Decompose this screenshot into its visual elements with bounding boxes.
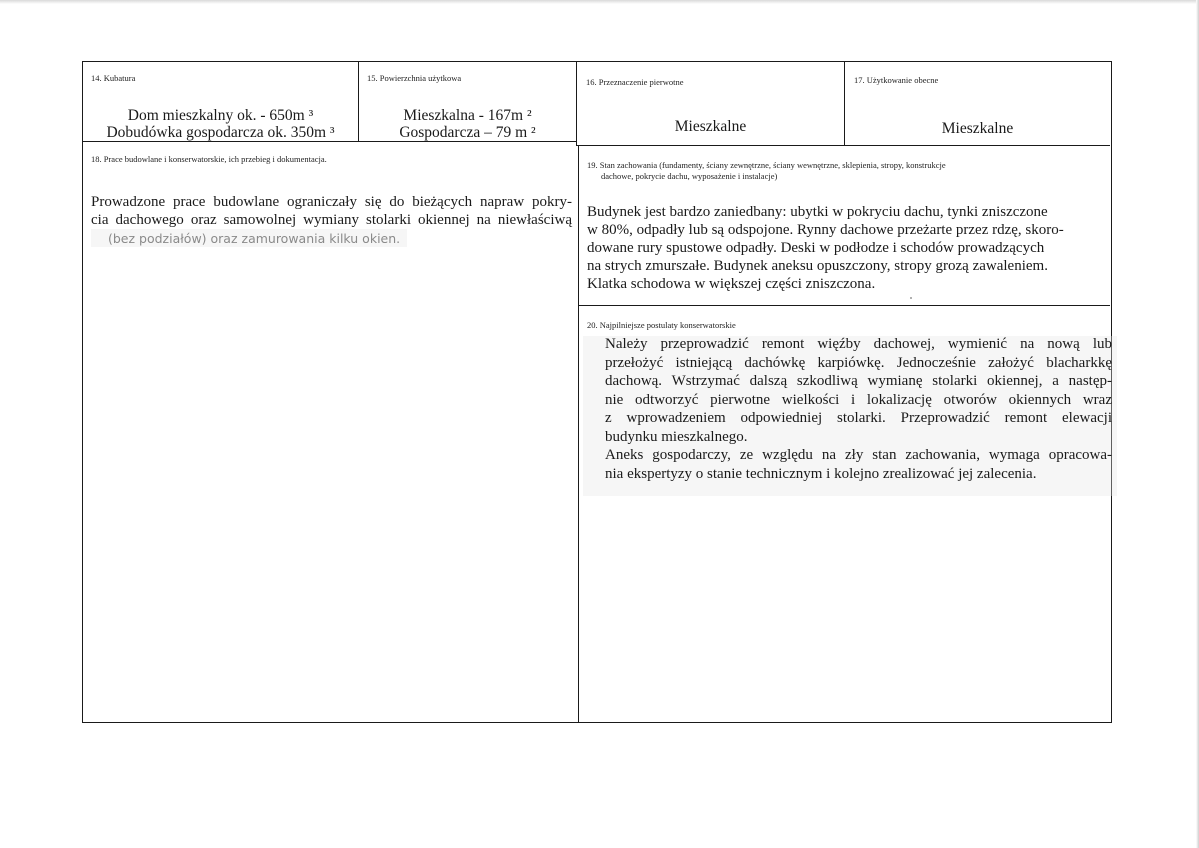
field-20-text bbox=[605, 335, 1112, 483]
field-19-label-line-1: 19. Stan zachowania (fundamenty, ściany zewnętrzne, ściany wewnętrzne, sklepienia, stropy, konstrukcje bbox=[587, 160, 946, 170]
field-16-przeznaczenie bbox=[576, 62, 844, 146]
field-20-line-2: przełożyć istniejącą dachówkę karpiówkę. Jednocześnie założyć blacharkkę bbox=[605, 354, 1112, 371]
field-20-line-8: nia ekspertyzy o stanie technicznym i kolejno zrealizować jej zalecenia. bbox=[605, 465, 1037, 482]
field-18-prace-budowlane bbox=[83, 142, 578, 722]
field-20-label: 20. Najpilniejsze postulaty konserwatorskie bbox=[587, 320, 736, 330]
field-19-stan-zachowania bbox=[578, 146, 1110, 305]
field-16-label: 16. Przeznaczenie pierwotne bbox=[586, 77, 684, 87]
field-18-faded-line: (bez podziałów) oraz zamurowania kilku okien. bbox=[108, 231, 401, 246]
field-19-text bbox=[587, 203, 1097, 293]
field-18-line-2: cia dachowego oraz samowolnej wymiany stolarki okiennej na niewłaściwą bbox=[91, 212, 572, 228]
field-17-label: 17. Użytkowanie obecne bbox=[854, 75, 939, 85]
heritage-record-form bbox=[82, 61, 1112, 723]
field-15-line-2: Gospodarcza – 79 m ² bbox=[399, 124, 536, 141]
scan-speck bbox=[910, 297, 912, 299]
field-20-line-1: Należy przeprowadzić remont więźby dachowej, wymienić na nową lub bbox=[605, 336, 1112, 352]
field-16-value: Mieszkalne bbox=[674, 118, 747, 135]
field-15-label: 15. Powierzchnia użytkowa bbox=[367, 73, 462, 83]
field-19-line-5: Klatka schodowa w większej części zniszczona. bbox=[587, 276, 876, 292]
field-17-value: Mieszkalne bbox=[941, 120, 1014, 137]
field-19-line-4: na strych zmurszałe. Budynek aneksu opuszczony, stropy grozą zawaleniem. bbox=[587, 258, 1048, 274]
field-14-kubatura bbox=[83, 62, 358, 142]
field-20-line-5: z wprowadzeniem odpowiedniej stolarki. Przeprowadzić remont elewacji bbox=[605, 410, 1112, 426]
field-14-line-2: Dobudówka gospodarcza ok. 350m ³ bbox=[106, 124, 335, 141]
field-14-line-1: Dom mieszkalny ok. - 650m ³ bbox=[127, 107, 314, 124]
field-19-label bbox=[587, 160, 1097, 182]
field-19-line-1: Budynek jest bardzo zaniedbany: ubytki w pokryciu dachu, tynki zniszczone bbox=[587, 204, 1048, 220]
field-19-label-line-2: dachowe, pokrycie dachu, wyposażenie i instalacje) bbox=[601, 171, 778, 181]
field-20-line-3: dachową. Wstrzymać dalszą szkodliwą wymianę stolarki okiennej, a następ- bbox=[605, 373, 1112, 389]
field-15-line-1: Mieszkalna - 167m ² bbox=[403, 107, 532, 124]
field-20-line-4: nie odtworzyć pierwotne wielkości i lokalizację otworów okiennych wraz bbox=[605, 391, 1112, 408]
field-20-line-7: Aneks gospodarczy, ze względu na zły stan zachowania, wymaga opracowa- bbox=[605, 447, 1112, 463]
field-18-label: 18. Prace budowlane i konserwatorskie, ich przebieg i dokumentacja. bbox=[91, 154, 327, 164]
field-19-line-3: dowane rury spustowe odpadły. Deski w podłodze i schodów prowadzących bbox=[587, 240, 1045, 256]
field-15-powierzchnia bbox=[358, 62, 576, 142]
field-18-line-1: Prowadzone prace budowlane ograniczały się do bieżących napraw pokry- bbox=[91, 194, 572, 210]
field-20-postulaty bbox=[578, 305, 1110, 722]
field-14-label: 14. Kubatura bbox=[91, 73, 136, 83]
field-19-line-2: w 80%, odpadły lub są odspojone. Rynny dachowe przeżarte przez rdzę, skoro- bbox=[587, 222, 1064, 238]
field-17-uzytkowanie bbox=[844, 62, 1110, 146]
field-20-line-6: budynku mieszkalnego. bbox=[605, 428, 748, 445]
scan-edge-top bbox=[0, 0, 1199, 4]
field-18-text bbox=[91, 193, 572, 229]
